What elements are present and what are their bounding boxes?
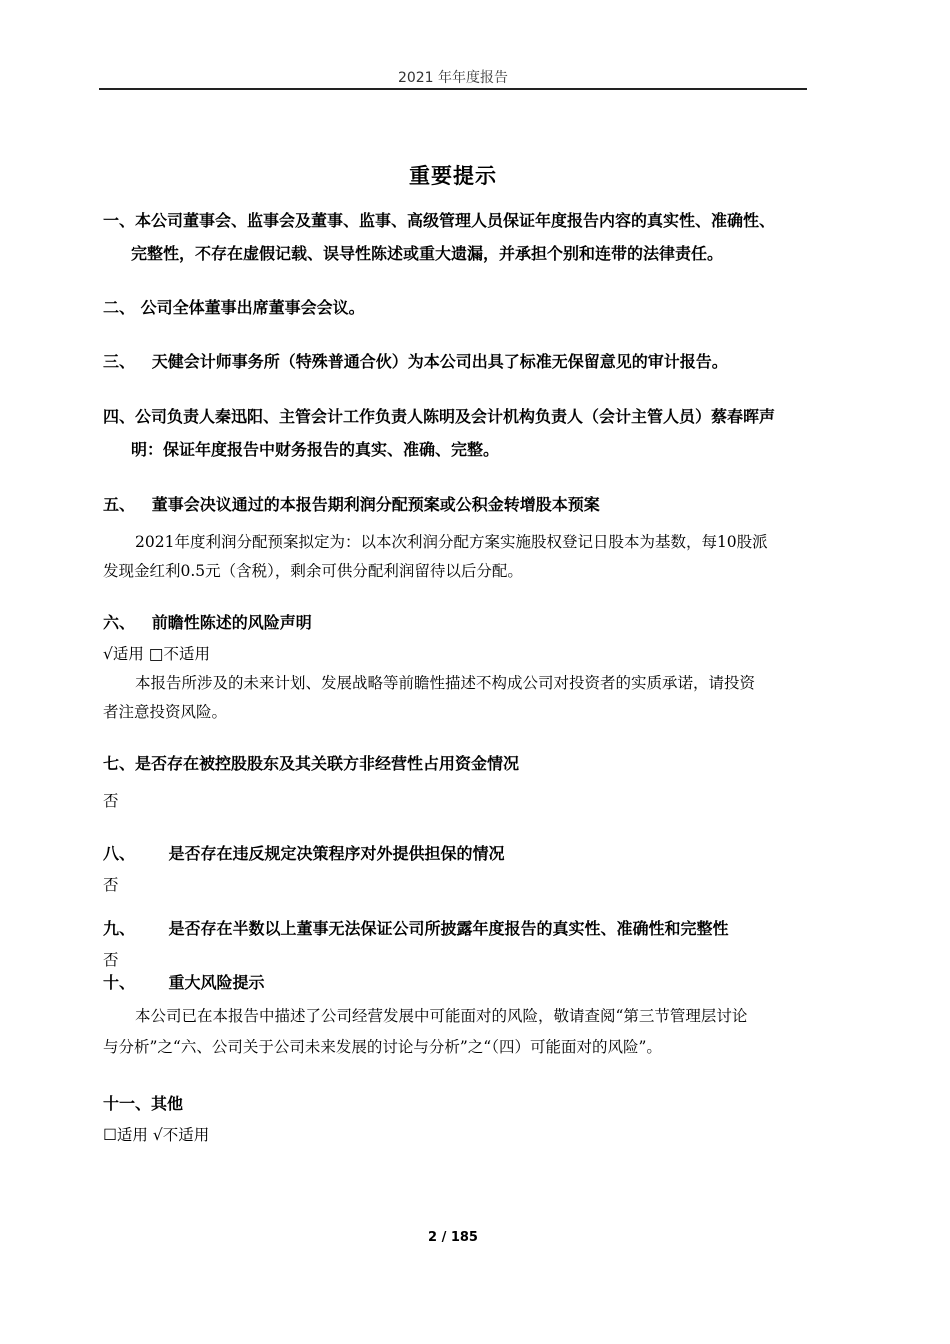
item-text: 其他 — [151, 1094, 184, 1113]
item-1-continuation: 完整性，不存在虚假记载、误导性陈述或重大遗漏，并承担个别和连带的法律责任。 — [131, 244, 724, 263]
item-1-heading — [103, 206, 775, 236]
item-10-heading — [103, 968, 264, 998]
header-title: 2021 年年度报告 — [397, 70, 509, 86]
page-title: 重要提示 — [409, 164, 497, 188]
item-4-heading — [103, 402, 775, 432]
item-number: 一、 — [103, 211, 136, 230]
item-5-body-line-1: 2021年度利润分配预案拟定为：以本次利润分配方案实施股权登记日股本为基数，每10股派 — [135, 533, 768, 551]
item-number: 四、 — [103, 407, 136, 426]
item-text: 公司负责人秦迅阳、主管会计工作负责人陈明及会计机构负责人（会计主管人员）蔡春晖声 — [135, 407, 776, 426]
item-text: 是否存在被控股股东及其关联方非经营性占用资金情况 — [135, 754, 520, 773]
item-text: 是否存在违反规定决策程序对外提供担保的情况 — [168, 844, 505, 863]
item-number: 十、 — [103, 973, 136, 992]
item-text: 董事会决议通过的本报告期利润分配预案或公积金转增股本预案 — [151, 495, 600, 514]
item-number: 三、 — [103, 352, 136, 371]
item-10-body-line-1: 本公司已在本报告中描述了公司经营发展中可能面对的风险，敬请查阅“第三节管理层讨论 — [135, 1007, 748, 1025]
item-11-applicability: ☐适用 √不适用 — [103, 1126, 210, 1144]
item-9-heading — [103, 914, 728, 944]
item-number: 五、 — [103, 495, 136, 514]
item-number: 六、 — [103, 613, 136, 632]
item-text: 前瞻性陈述的风险声明 — [151, 613, 312, 632]
item-7-heading — [103, 749, 519, 779]
item-7-answer: 否 — [103, 792, 119, 810]
header-divider — [99, 88, 807, 90]
item-number: 十一、 — [103, 1094, 152, 1113]
page-number: 2 / 185 — [428, 1230, 478, 1245]
item-number: 九、 — [103, 919, 136, 938]
item-text: 公司全体董事出席董事会会议。 — [140, 298, 365, 317]
item-5-body-line-2: 发现金红利0.5元（含税），剩余可供分配利润留待以后分配。 — [103, 562, 523, 580]
item-6-applicability: √适用 □不适用 — [103, 645, 210, 663]
item-number: 二、 — [103, 298, 136, 317]
item-9-answer: 否 — [103, 951, 119, 969]
item-5-heading — [103, 490, 600, 520]
item-2-heading — [103, 293, 365, 323]
item-text: 本公司董事会、监事会及董事、监事、高级管理人员保证年度报告内容的真实性、准确性、 — [135, 211, 776, 230]
item-4-continuation: 明：保证年度报告中财务报告的真实、准确、完整。 — [131, 440, 500, 459]
item-6-body-line-2: 者注意投资风险。 — [103, 703, 228, 721]
item-8-heading — [103, 839, 504, 869]
item-text: 是否存在半数以上董事无法保证公司所披露年度报告的真实性、准确性和完整性 — [168, 919, 729, 938]
item-text: 重大风险提示 — [168, 973, 265, 992]
item-3-heading — [103, 347, 728, 377]
item-6-heading — [103, 608, 312, 638]
item-6-body-line-1: 本报告所涉及的未来计划、发展战略等前瞻性描述不构成公司对投资者的实质承诺，请投资 — [135, 674, 756, 692]
item-number: 八、 — [103, 844, 136, 863]
item-number: 七、 — [103, 754, 136, 773]
item-text: 天健会计师事务所（特殊普通合伙）为本公司出具了标准无保留意见的审计报告。 — [151, 352, 728, 371]
item-10-body-line-2: 与分析”之“六、公司关于公司未来发展的讨论与分析”之“（四）可能面对的风险”。 — [103, 1038, 662, 1056]
item-8-answer: 否 — [103, 876, 119, 894]
item-11-heading — [103, 1089, 183, 1119]
